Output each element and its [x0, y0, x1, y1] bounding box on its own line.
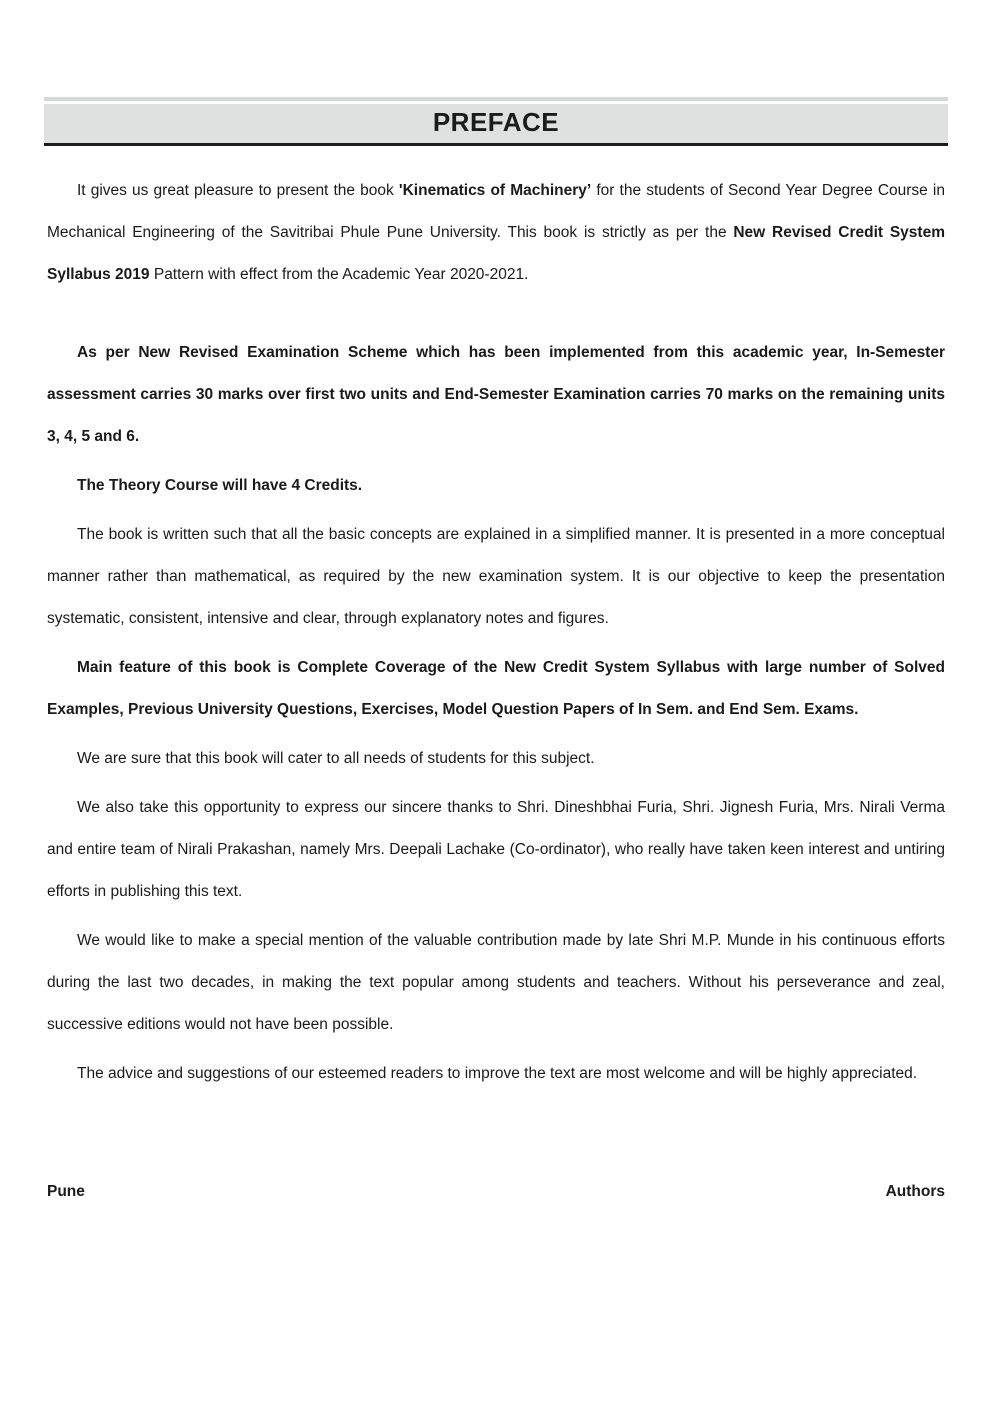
- text-segment: We would like to make a special mention of the valuable contribution made by late Shri M.P. Munde in his continuous efforts during the last two decades, in making the text popular among students and teachers. Without his perseverance and zeal, successive editions would not have been possible.: [47, 932, 945, 1033]
- title-band-topline: [44, 97, 948, 101]
- title-band-body: [44, 104, 948, 146]
- paragraph-intro: [47, 170, 945, 296]
- footer-place: Pune: [47, 1183, 85, 1200]
- text-segment: It gives us great pleasure to present the book: [77, 182, 399, 199]
- text-segment: New Revised Credit System Syllabus 2019: [47, 224, 945, 283]
- text-segment: for the students of Second Year Degree Course in Mechanical Engineering of the Savitribai Phule Pune University. This book is strictly as per the: [47, 182, 946, 241]
- footer-row: [47, 1183, 945, 1201]
- footer-authors: Authors: [885, 1183, 945, 1200]
- paragraph-examination-scheme: [47, 332, 945, 458]
- title-band: [44, 97, 948, 146]
- preface-paragraphs: [47, 170, 945, 1095]
- text-segment: The Theory Course will have 4 Credits.: [77, 477, 363, 494]
- text-segment: Main feature of this book is Complete Coverage of the New Credit System Syllabus with large number of Solved Examples, Previous University Questions, Exercises, Model Question Papers of In Sem. and End Sem. Exams.: [47, 659, 945, 718]
- text-segment: The book is written such that all the basic concepts are explained in a simplified manner. It is presented in a more conceptual manner rather than mathematical, as required by the new examination system. It is our objective to keep the presentation systematic, consistent, intensive and clear, through explanatory notes and figures.: [47, 526, 945, 627]
- paragraph-advice: [47, 1053, 945, 1095]
- page-title: PREFACE: [432, 107, 560, 137]
- paragraph-thanks: [47, 787, 945, 913]
- paragraph-cater-needs: [47, 738, 945, 780]
- text-segment: 'Kinematics of Machinery’: [398, 182, 592, 199]
- text-segment: The advice and suggestions of our esteemed readers to improve the text are most welcome and will be highly appreciated.: [77, 1065, 918, 1082]
- paragraph-book-written: [47, 514, 945, 640]
- text-segment: Pattern with effect from the Academic Year 2020-2021.: [149, 266, 529, 283]
- paragraph-theory-credits: [47, 465, 945, 507]
- paragraph-main-feature: [47, 647, 945, 731]
- text-segment: We also take this opportunity to express our sincere thanks to Shri. Dineshbhai Furia, Shri. Jignesh Furia, Mrs. Nirali Verma and entire team of Nirali Prakashan, namely Mrs. Deepali Lachake (Co-ordinator), who really have taken keen interest and untiring efforts in publishing this text.: [47, 799, 945, 900]
- text-segment: As per New Revised Examination Scheme which has been implemented from this academic year, In-Semester assessment carries 30 marks over first two units and End-Semester Examination carries 70 marks on the remaining units 3, 4, 5 and 6.: [47, 344, 945, 445]
- paragraph-special-mention: [47, 920, 945, 1046]
- text-segment: We are sure that this book will cater to all needs of students for this subject.: [77, 750, 595, 767]
